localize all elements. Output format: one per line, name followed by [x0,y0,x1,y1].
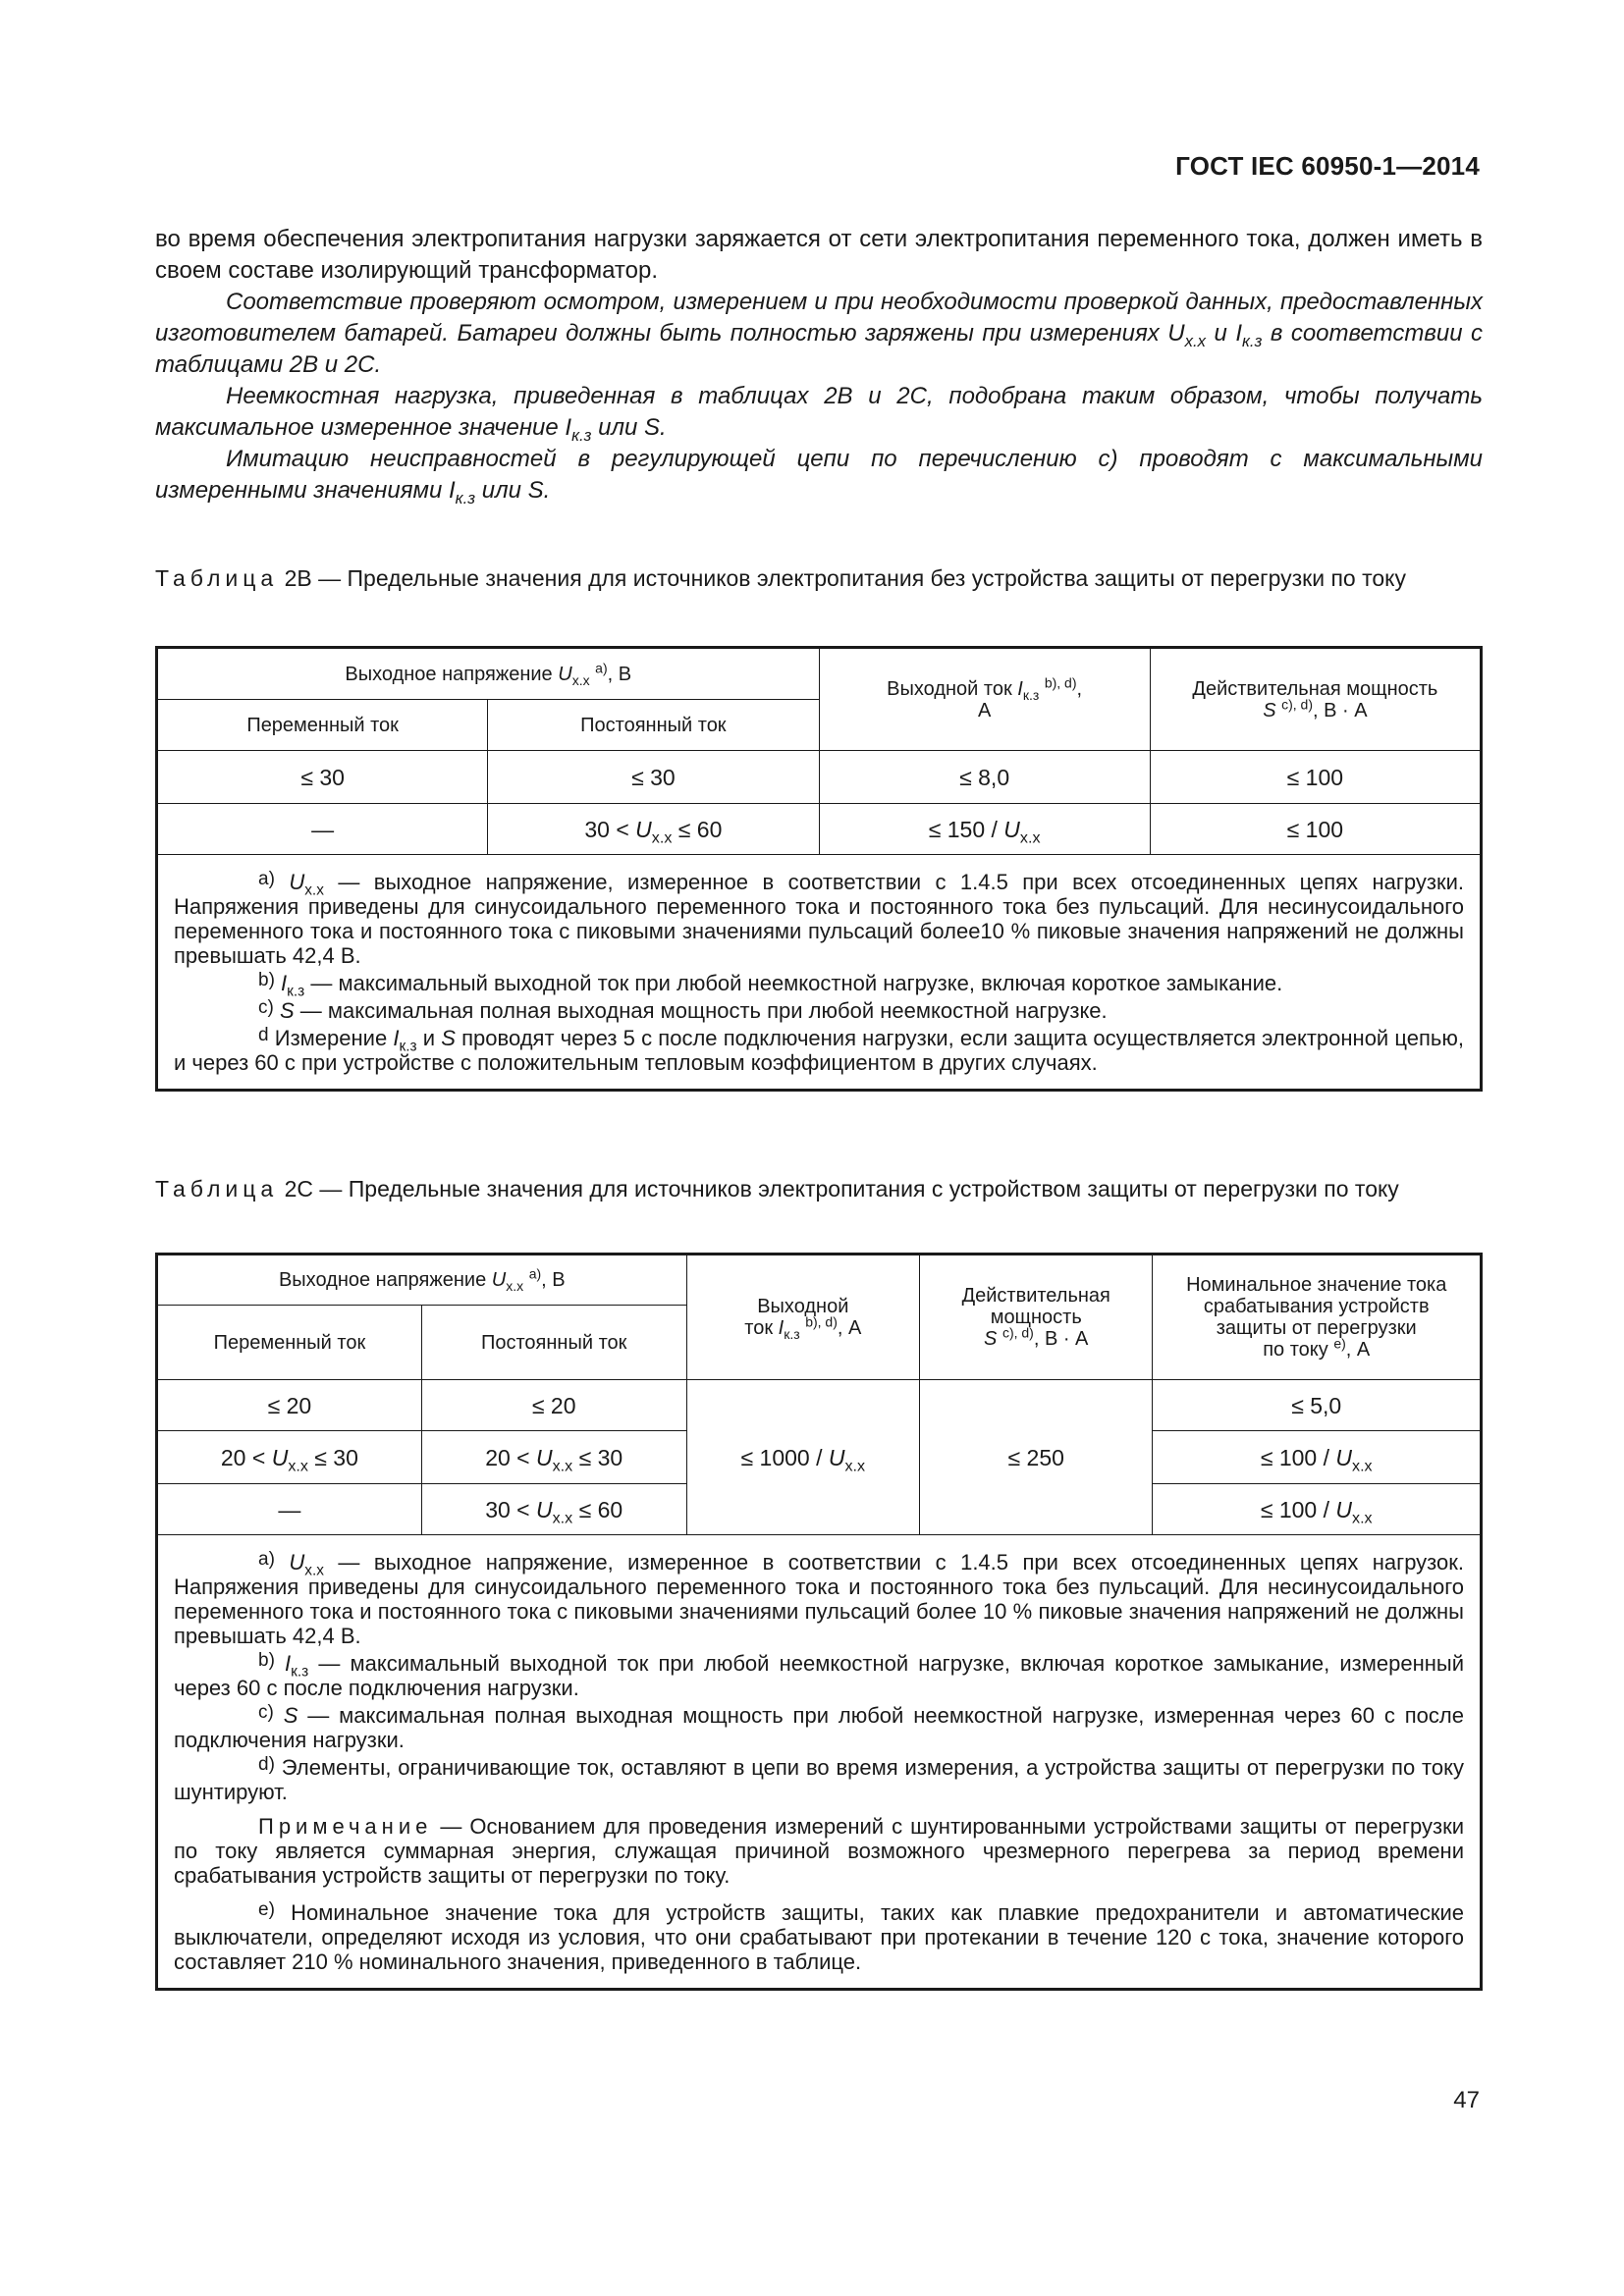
header-output-voltage: Выходное напряжение $U_{х.х}$ $^{a)}$, В [157,1255,687,1306]
cell-ac: $20 < U_{х.х} \le 30$ [157,1431,422,1484]
footnote-e: e) Номинальное значение тока для устройств защиты, таких как плавкие предохранители и автоматические выключатели, определяют исходя из условия, что они срабатывают при протекании в течение 120 с тока, значение которого составляет 210 % номинального значения, приведенного в таблице. [174,1899,1464,1974]
table-2b [155,646,1483,1092]
table-2b-caption: Таблица 2В — Предельные значения для источников электропитания без устройства защиты от перегрузки по току [155,565,1406,591]
footnote-d: d Измерение $I_{к.з}$ и S проводят через 5 с после подключения нагрузки, если защита осуществляется электронной цепью, и через 60 с при устройстве с положительным тепловым коэффициентом в других случаях. [174,1025,1464,1075]
footnote-c: c) S — максимальная полная выходная мощность при любой неемкостной нагрузке, измеренная через 60 с после подключения нагрузки. [174,1702,1464,1752]
cell-rating: ≤ $100 / U_{х.х}$ [1153,1484,1482,1535]
table-2c [155,1253,1483,1991]
header-output-voltage: Выходное напряжение $U_{х.х}$ $^{a)}$, В [157,648,820,700]
cell-rating: ≤ $100 / U_{х.х}$ [1153,1431,1482,1484]
intro-paragraph-3: Неемкостная нагрузка, приведенная в таблицах 2В и 2С, подобрана таким образом, чтобы получать максимальное измеренное значение $I_{к.з}$ или S. [155,383,1483,445]
footnote-d: d) Элементы, ограничивающие ток, оставляют в цепи во время измерения, а устройства защиты от перегрузки по току шунтируют. [174,1754,1464,1804]
header-ac: Переменный ток [157,1306,422,1380]
header-output-current: Выходной ток $I_{к.з}$ $^{b), d)}$, А [819,648,1150,751]
table-remark: Примечание — Основанием для проведения измерений с шунтированными устройствами защиты от перегрузки по току является суммарная энергия, служащая причиной возможного чрезмерного перегрева за период времени срабатывания устройств защиты от перегрузки по току. [174,1814,1464,1888]
footnote-a: a) $U_{х.х}$ — выходное напряжение, измеренное в соответствии с 1.4.5 при всех отсоединенных цепях нагрузок. Напряжения приведены для синусоидального переменного тока и постоянного тока без пульсаций. Для несинусоидального переменного тока и постоянного тока с пиковыми значениями пульсаций более 10 % пиковые значения напряжений не должны превышать 42,4 В. [174,1549,1464,1648]
cell-dc: ≤ 30 [488,751,819,804]
footnote-b: b) $I_{к.з}$ — максимальный выходной ток при любой неемкостной нагрузке, включая короткое замыкание, измеренный через 60 с после подключения нагрузки. [174,1650,1464,1700]
cell-dc: $20 < U_{х.х} \le 30$ [421,1431,686,1484]
footnote-c: c) S — максимальная полная выходная мощность при любой неемкостной нагрузке. [258,997,1108,1023]
cell-power-merged: ≤ 250 [920,1380,1153,1535]
intro-paragraph-1: во время обеспечения электропитания нагрузки заряжается от сети электропитания переменного тока, должен иметь в своем составе изолирующий трансформатор. [155,226,1483,284]
cell-power: ≤ 100 [1150,751,1481,804]
standard-designation: ГОСТ IEC 60950-1—2014 [1175,151,1480,181]
table-2b-footnotes [157,855,1482,1091]
cell-dc: ≤ 20 [421,1380,686,1431]
intro-paragraph-4: Имитацию неисправностей в регулирующей цепи по перечислению с) проводят с максимальными измеренными значениями $I_{к.з}$ или S. [155,446,1483,507]
table-2c-footnotes [157,1535,1482,1990]
header-real-power: Действительная мощность S $^{c), d)}$, В · А [920,1255,1153,1380]
cell-dc: $30 < U_{х.х} \le 60$ [421,1484,686,1535]
cell-power: ≤ 100 [1150,804,1481,855]
table-2c-caption: Таблица 2С — Предельные значения для источников электропитания с устройством защиты от перегрузки по току [155,1176,1399,1201]
cell-ac: — [157,804,488,855]
intro-paragraph-2: Соответствие проверяют осмотром, измерением и при необходимости проверкой данных, предоставленных изготовителем батарей. Батареи должны быть полностью заряжены при измерениях $U_{х.х}$ и $I_{к.з}$ в соответствии с таблицами 2В и 2С. [155,289,1484,378]
intro-text [155,224,1483,507]
footnote-a: a) $U_{х.х}$ — выходное напряжение, измеренное в соответствии с 1.4.5 при всех отсоединенных цепях нагрузки. Напряжения приведены для синусоидального переменного тока и постоянного тока без пульсаций. Для несинусоидального переменного тока и постоянного тока с пиковыми значениями пульсаций более10 % пиковые значения напряжений не должны превышать 42,4 В. [174,869,1464,968]
header-output-current: Выходной ток $I_{к.з}$ $^{b), d)}$, А [686,1255,919,1380]
footnote-b: b) $I_{к.з}$ — максимальный выходной ток при любой неемкостной нагрузке, включая короткое замыкание. [258,970,1283,1000]
cell-dc: $30 < U_{х.х} \le 60$ [488,804,819,855]
header-real-power: Действительная мощность S $^{c), d)}$, В · А [1150,648,1481,751]
cell-current: ≤ 8,0 [819,751,1150,804]
cell-rating: ≤ 5,0 [1153,1380,1482,1431]
cell-current-merged: ≤ $1000 / U_{х.х}$ [686,1380,919,1535]
header-protection-rating: Номинальное значение тока срабатывания устройств защиты от перегрузки по току $^{e)}$, А [1153,1255,1482,1380]
page-number: 47 [1453,2087,1480,2113]
header-dc: Постоянный ток [488,700,819,751]
cell-ac: ≤ 30 [157,751,488,804]
cell-ac: ≤ 20 [157,1380,422,1431]
cell-current: ≤ $150 / U_{х.х}$ [819,804,1150,855]
cell-ac: — [157,1484,422,1535]
header-ac: Переменный ток [157,700,488,751]
header-dc: Постоянный ток [421,1306,686,1380]
